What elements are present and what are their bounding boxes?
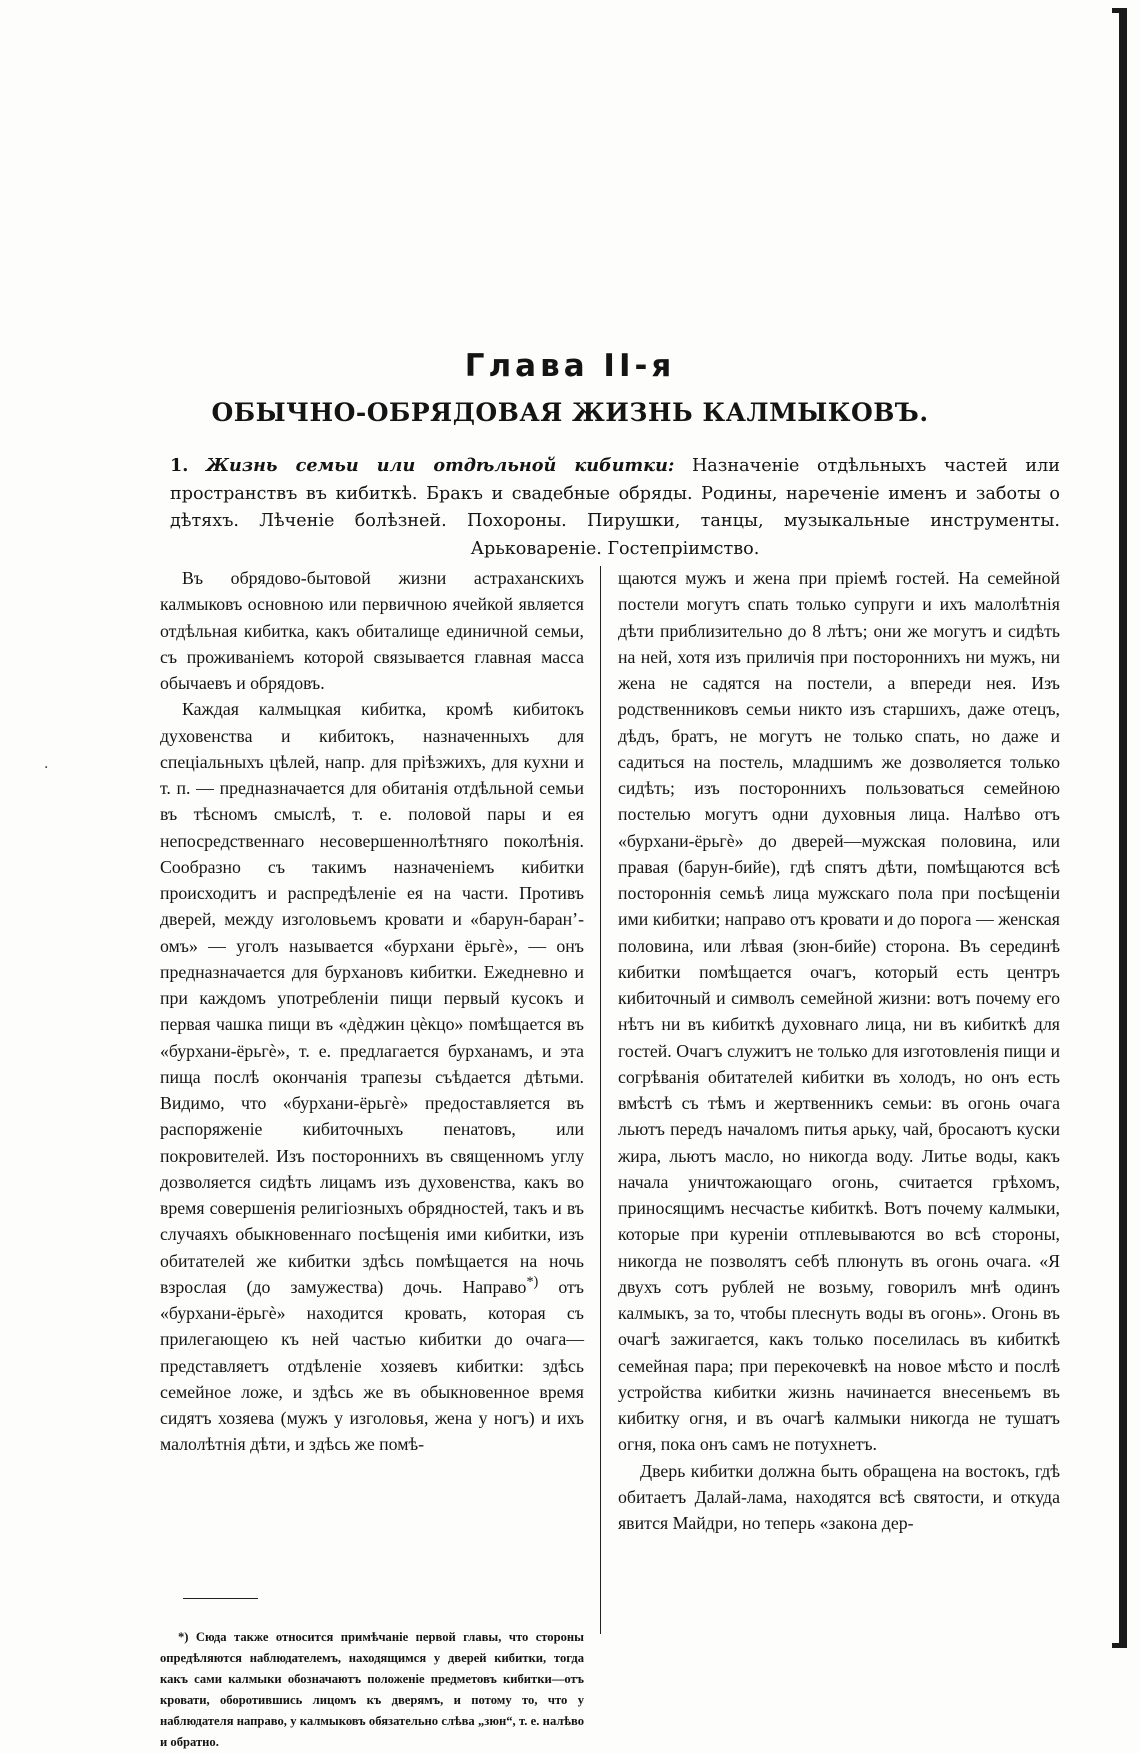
paragraph: Въ обрядово-бытовой жизни астраханскихъ калмыковъ основною или первичною ячейкой является отдѣльная кибитка, какъ обиталище единичной семьи, съ проживаніемъ которой связывается главная масса обычаевъ и обрядовъ.	[160, 568, 584, 693]
paragraph: Дверь кибитки должна быть обращена на востокъ, гдѣ обитаетъ Далай-лама, находятся всѣ святости, и откуда явится Майдри, но теперь «закона дер-	[618, 1460, 1060, 1533]
section-summary	[170, 452, 1060, 563]
column-divider	[600, 566, 601, 1634]
page-edge-bar	[1119, 8, 1127, 1648]
stray-mark: ·	[44, 760, 49, 776]
paragraph: щаются мужъ и жена при пріемѣ гостей. На семейной постели могутъ спать только супруги и ихъ малолѣтнія дѣти приблизительно до 8 лѣтъ; они же могутъ и сидѣть на ней, хотя изъ приличія при постороннихъ ни мужъ, ни жена не садятся на постели, а впереди нея. Изъ родственниковъ семьи никто изъ старшихъ, даже отецъ, дѣдъ, братъ, не могутъ не только спать, но даже и садиться на постель, младшимъ же дозволяется только сидѣть; изъ постороннихъ пользоваться семейною постелью могутъ одни духовныя лица. Налѣво отъ «бурхани-ёрьгѐ» до дверей—мужская половина, или правая (барун-бийе), гдѣ спятъ дѣти, помѣщаются всѣ постороннія семьѣ лица мужскаго пола при посѣщеніи ими кибитки; направо отъ кровати и до порога — женская половина, или лѣвая (зюн-бийе) сторона. Въ серединѣ кибитки помѣщается очагъ, который есть центръ кибиточный и символъ семейной жизни: вотъ почему его нѣтъ ни въ кибиткѣ духовнаго лица, ни въ кибиткѣ для гостей. Очагъ служитъ не только для изготовленія пищи и согрѣванія обитателей кибитки въ холодъ, но онъ есть вмѣстѣ съ тѣмъ и жертвенникъ семьи: въ огонь очага льютъ передъ началомъ питья арьку, чай, бросаютъ куски жира, льютъ масло, но никогда воду. Литье воды, какъ начала уничтожающаго огонь, считается грѣхомъ, приносящимъ несчастье кибиткѣ. Вотъ почему калмыки, которые при куреніи отплевываются во всѣ стороны, никогда не позволятъ себѣ плюнуть въ огонь очага. «Я двухъ сотъ рублей не возьму, говорилъ мнѣ одинъ калмыкъ, за то, чтобы плеснуть воды въ огонь». Огонь въ очагѣ зажигается, какъ только поселилась въ кибиткѣ семейная пара; при перекочевкѣ на новое мѣсто и послѣ устройства кибитки жизнь начинается внесеньемъ въ кибитку огня, и въ очагѣ калмыки никогда не тушатъ огня, пока онъ самъ не потухнетъ.	[618, 568, 1060, 1455]
paragraph-text: отъ «бурхани-ёрьгѐ» находится кровать, которая съ прилегающею къ ней частью кибитки до очага—представляетъ отдѣленіе хозяевъ кибитки: здѣсь семейное ложе, и здѣсь же въ обыкновенное время сидятъ хозяева (мужъ у изголовья, жена у ногъ) и ихъ малолѣтнія дѣти, и здѣсь же помѣ-	[160, 1276, 584, 1455]
footnote-rule	[183, 1598, 258, 1599]
section-lead: Жизнь семьи или отдѣльной кибитки:	[205, 455, 675, 476]
left-column	[160, 565, 584, 1458]
footnote-marker: *)	[526, 1273, 539, 1290]
right-column	[618, 565, 1060, 1536]
paragraph	[160, 696, 584, 1457]
chapter-title: ОБЫЧНО-ОБРЯДОВАЯ ЖИЗНЬ КАЛМЫКОВЪ.	[211, 398, 929, 427]
paragraph-text: Каждая калмыцкая кибитка, кромѣ кибитокъ духовенства и кибитокъ, назначенныхъ для спеціальныхъ цѣлей, напр. для пріѣзжихъ, для кухни и т. п. — предназначается для обитанія отдѣльной семьи въ тѣсномъ смыслѣ, т. е. половой пары и ея непосредственнаго несовершеннолѣтняго поколѣнія. Сообразно съ такимъ назначеніемъ кибитки происходитъ и распредѣленіе ея на части. Противъ дверей, между изголовьемъ кровати и «барун-баран’-омъ» — уголъ называется «бурхани ёрьгѐ», — онъ предназначается для бурхановъ кибитки. Ежедневно и при каждомъ употребленіи пищи первый кусокъ и первая чашка пищи въ «дѐджин цѐкцо» помѣщается въ «бурхани-ёрьгѐ», т. е. предлагается бурханамъ, и эта пища послѣ окончанія трапезы съѣдается дѣтьми. Видимо, что «бурхани-ёрьгѐ» предоставляется въ распоряженіе кибиточныхъ пенатовъ, или покровителей. Изъ постороннихъ въ священномъ углу дозволяется сидѣть лицамъ изъ духовенства, какъ во время совершенія религіозныхъ обрядностей, такъ и въ случаяхъ обыкновеннаго посѣщенія ими кибитки, изъ обитателей же кибитки здѣсь помѣщается на ночь взрослая (до замужества) дочь. Направо	[160, 699, 584, 1297]
section-number: 1.	[170, 455, 189, 476]
footnote: *) Сюда также относится примѣчаніе первой главы, что стороны опредѣляются наблюдателемъ, находящимся у дверей кибитки, тогда какъ сами калмыки обозначаютъ положеніе предметовъ кибитки—отъ кровати, оборотившись лицомъ къ дверямъ, и потому то, что у наблюдателя направо, у калмыковъ обязательно слѣва „зюн“, т. е. налѣво и обратно.	[160, 1630, 584, 1749]
chapter-number: Глава II-я	[464, 348, 676, 384]
section-summary-text: Назначеніе отдѣльныхъ частей или пространствъ въ кибиткѣ. Бракъ и свадебные обряды. Родины, нареченіе именъ и заботы о дѣтяхъ. Лѣченіе болѣзней. Похороны. Пирушки, танцы, музыкальные инструменты. Арьковареніе. Гостепріимство.	[170, 456, 1061, 559]
